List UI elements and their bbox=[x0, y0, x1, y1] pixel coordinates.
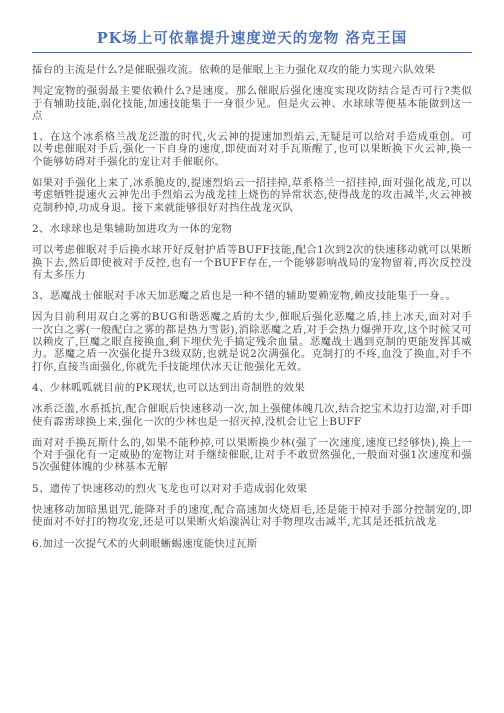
section-3-paragraph: 3、恶魔战士催眠对手冰天加恶魔之盾也是一种不错的辅助要赖宠物,赖皮技能集于一身。。 bbox=[32, 290, 457, 303]
title-divider bbox=[32, 52, 472, 53]
section-1-detail-paragraph: 如果对手强化上来了,冰系脆皮的,提速烈焰云一招挂掉,草系格兰一招挂掉,面对强化战龙,可以考虑牺牲提速火云神先出手烈焰云为战龙挂上烧伤的异常状态,使得战龙的攻击减半,火云神被克制秒掉,功成身退。接下来就能够很好对挡住战龙灭队 bbox=[32, 177, 472, 214]
section-5-heading: 5、遗传了快速移动的烈火飞龙也可以对对手造成弱化效果 bbox=[32, 482, 308, 495]
section-1-paragraph: 1、在这个冰系格兰战龙泛滥的时代,火云神的提速加烈焰云,无疑是可以给对手造成重创。可以考虑催眠对手后,强化一下自身的速度,即使面对对手瓦斯醒了,也可以果断换下火云神,换一个能够妨碍对手强化的宠让对手催眠你。 bbox=[32, 131, 472, 168]
section-5-paragraph: 快速移动加暗黑诅咒,能降对手的速度,配合高速加火烧眉毛,还是能干掉对手部分控制宠的,即使面对不好打的物攻宠,还是可以果断火焰漩涡让对手物理攻击减半,尤其是还抵抗战龙 bbox=[32, 504, 472, 529]
section-4-paragraph: 冰系泛滥,水系抵抗,配合催眠后快速移动一次,加上强健体魄几次,结合挖宝术边打边溜,对手即使有霹雳球换上来,强化一次的少林也是一招灭掉,没机会让它上BUFF bbox=[32, 403, 472, 428]
section-6-heading: 6.加过一次提气术的火刺眼蜥蜴速度能快过瓦斯 bbox=[32, 537, 258, 550]
section-4-detail-paragraph: 面对对手换瓦斯什么的,如果不能秒掉,可以果断换少林(强了一次速度,速度已经够快),换上一个对手强化有一定威胁的宠物让对手继续催眠,让对手不敢贸然强化,一般面对强1次速度和强5次强健体魄的少林基本无解 bbox=[32, 436, 472, 474]
page-title: PK场上可依靠提升速度逆天的宠物 洛克王国 bbox=[96, 30, 408, 47]
section-4-heading: 4、少林呱呱就目前的PK现状,也可以达到出奇制胜的效果 bbox=[32, 381, 306, 394]
speed-paragraph: 判定宠物的强弱最主要依赖什么?是速度。那么催眠后强化速度实现攻防结合是否可行?类似于有辅助技能,弱化技能,加速技能集于一身很少见。但是火云神、水球球等便基本能做到这一点 bbox=[32, 85, 472, 122]
intro-paragraph: 擂台的主流是什么?是催眠强攻流。依赖的是催眠上主力强化双攻的能力实现六队效果 bbox=[32, 64, 436, 76]
section-3-detail-paragraph: 因为目前利用双白之雾的BUG和谐恶魔之盾的太少,催眠后强化恶魔之盾,挂上冰天,面对对手一次白之雾(一般配白之雾的都是热力雪影),消除恶魔之盾,对手会热力爆弹开攻,这个时候又可以赖皮了,巨魔之眼直接换血,剩下埋伏先手搞定残余血量。恶魔战士遇到克制的更能发挥其威力。恶魔之盾一次强化提升3级双防,也就是说2次满强化。克制打的不疼,血没了换血,对手不打你,直接当面强化,你就先手技能埋伏冰天让他强化无效。 bbox=[32, 311, 472, 373]
section-2-heading: 2、水球球也是集辅助加进攻为一体的宠物 bbox=[32, 222, 233, 235]
section-2-paragraph: 可以考虑催眠对手后换水球开好反射护盾等BUFF技能,配合1次到2次的快速移动就可以果断换下去,然后即使被对手反控,也有一个BUFF存在,一个能够影响战局的宠物留着,再次反控没有太多压力 bbox=[32, 244, 472, 281]
article-body bbox=[32, 64, 472, 559]
